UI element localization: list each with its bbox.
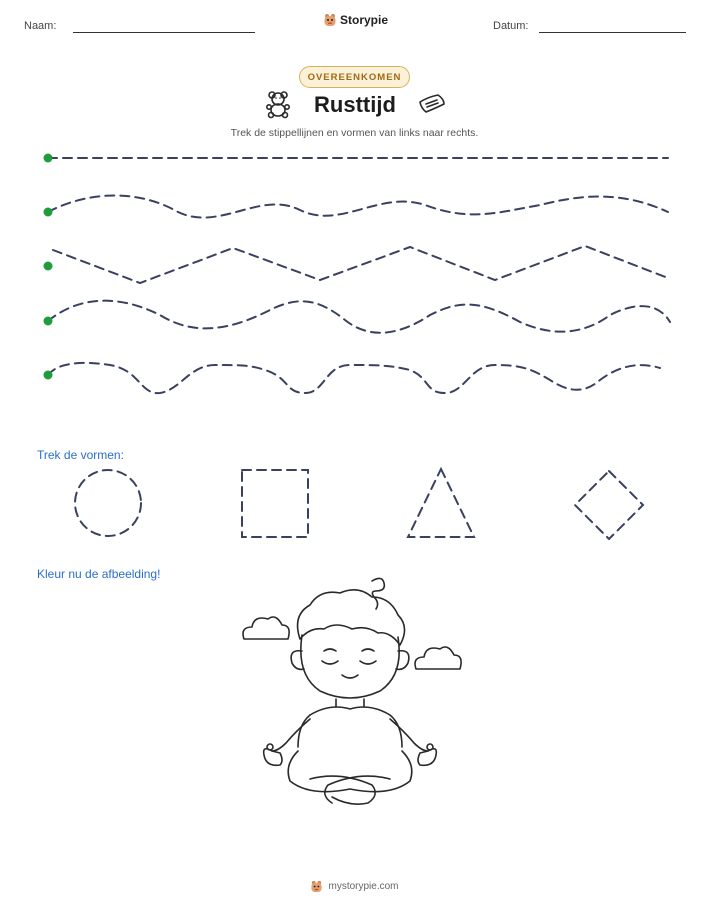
cloud-icon bbox=[415, 647, 461, 669]
worksheet-title: Rusttijd bbox=[314, 92, 396, 117]
trace-shape-triangle bbox=[408, 469, 474, 537]
footer bbox=[0, 880, 709, 893]
trace-shape-diamond bbox=[575, 471, 643, 539]
trace-shape-circle bbox=[75, 470, 141, 536]
shapes-section-label: Trek de vormen: bbox=[37, 448, 124, 462]
meditating-child-illustration bbox=[240, 575, 470, 810]
category-badge: OVEREENKOMEN bbox=[299, 66, 410, 88]
storypie-mascot-icon bbox=[310, 880, 323, 893]
date-label: Datum: bbox=[493, 20, 529, 32]
footer-url[interactable]: mystorypie.com bbox=[328, 881, 399, 892]
name-label: Naam: bbox=[24, 20, 57, 32]
cloud-icon bbox=[243, 617, 289, 639]
trace-shape-square bbox=[242, 470, 308, 537]
color-section-label: Kleur nu de afbeelding! bbox=[37, 567, 161, 581]
brand-name: Storypie bbox=[340, 13, 389, 27]
instruction-text: Trek de stippellijnen en vormen van links naar rechts. bbox=[230, 127, 479, 139]
steam-swirl-icon bbox=[372, 578, 384, 609]
